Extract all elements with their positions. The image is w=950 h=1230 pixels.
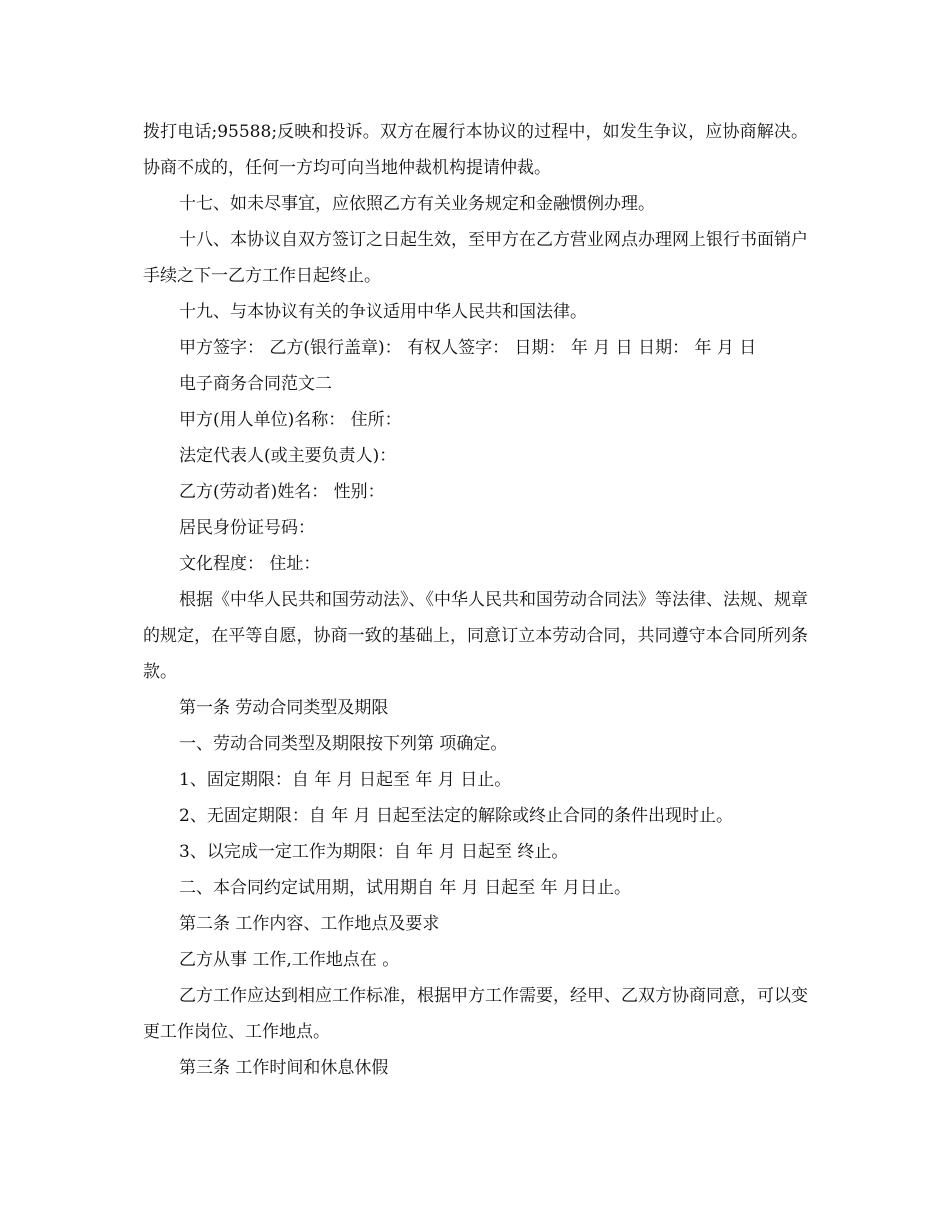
- signature-line: 甲方签字： 乙方(银行盖章)： 有权人签字： 日期： 年 月 日 日期： 年 月 日: [179, 338, 757, 358]
- education-address-field: 文化程度： 住址：: [179, 554, 321, 574]
- article-1-clause-2: 二、本合同约定试用期，试用期自 年 月 日起至 年 月日止。: [179, 878, 632, 898]
- paragraph-dispute-resolution: 拨打电话;95588;反映和投诉。双方在履行本协议的过程中，如发生争议，应协商解决。协商不成的，任何一方均可向当地仲裁机构提请仲裁。: [143, 122, 808, 178]
- article-1-clause-1: 一、劳动合同类型及期限按下列第 项确定。: [179, 734, 508, 754]
- paragraph-preamble: 根据《中华人民共和国劳动法》、《中华人民共和国劳动合同法》等法律、法规、规章的规定，在平等自愿，协商一致的基础上，同意订立本劳动合同，共同遵守本合同所列条款。: [143, 590, 808, 682]
- article-1-heading: 第一条 劳动合同类型及期限: [179, 698, 389, 718]
- legal-representative-field: 法定代表人(或主要负责人)：: [179, 446, 397, 466]
- article-2-work-standard: 乙方工作应达到相应工作标准，根据甲方工作需要，经甲、乙双方协商同意，可以变更工作岗位、工作地点。: [143, 986, 808, 1042]
- employer-name-field: 甲方(用人单位)名称： 住所：: [179, 410, 402, 430]
- article-1-item-3: 3、以完成一定工作为期限：自 年 月 日起至 终止。: [179, 842, 569, 862]
- article-2-heading: 第二条 工作内容、工作地点及要求: [179, 914, 440, 934]
- paragraph-article-17: 十七、如未尽事宜，应依照乙方有关业务规定和金融惯例办理。: [179, 194, 655, 214]
- paragraph-article-18: 十八、本协议自双方签订之日起生效，至甲方在乙方营业网点办理网上银行书面销户手续之下一乙方工作日起终止。: [143, 230, 808, 286]
- employee-name-field: 乙方(劳动者)姓名： 性别：: [179, 482, 385, 502]
- article-1-item-2: 2、无固定期限：自 年 月 日起至法定的解除或终止合同的条件出现时止。: [179, 806, 734, 826]
- paragraph-article-19: 十九、与本协议有关的争议适用中华人民共和国法律。: [179, 302, 587, 322]
- document-body: [143, 114, 808, 1086]
- section-title: 电子商务合同范文二: [179, 374, 332, 394]
- id-number-field: 居民身份证号码：: [179, 518, 315, 538]
- article-1-item-1: 1、固定期限：自 年 月 日起至 年 月 日止。: [179, 770, 512, 790]
- article-2-work-location: 乙方从事 工作,工作地点在 。: [179, 950, 400, 970]
- article-3-heading: 第三条 工作时间和休息休假: [179, 1058, 389, 1078]
